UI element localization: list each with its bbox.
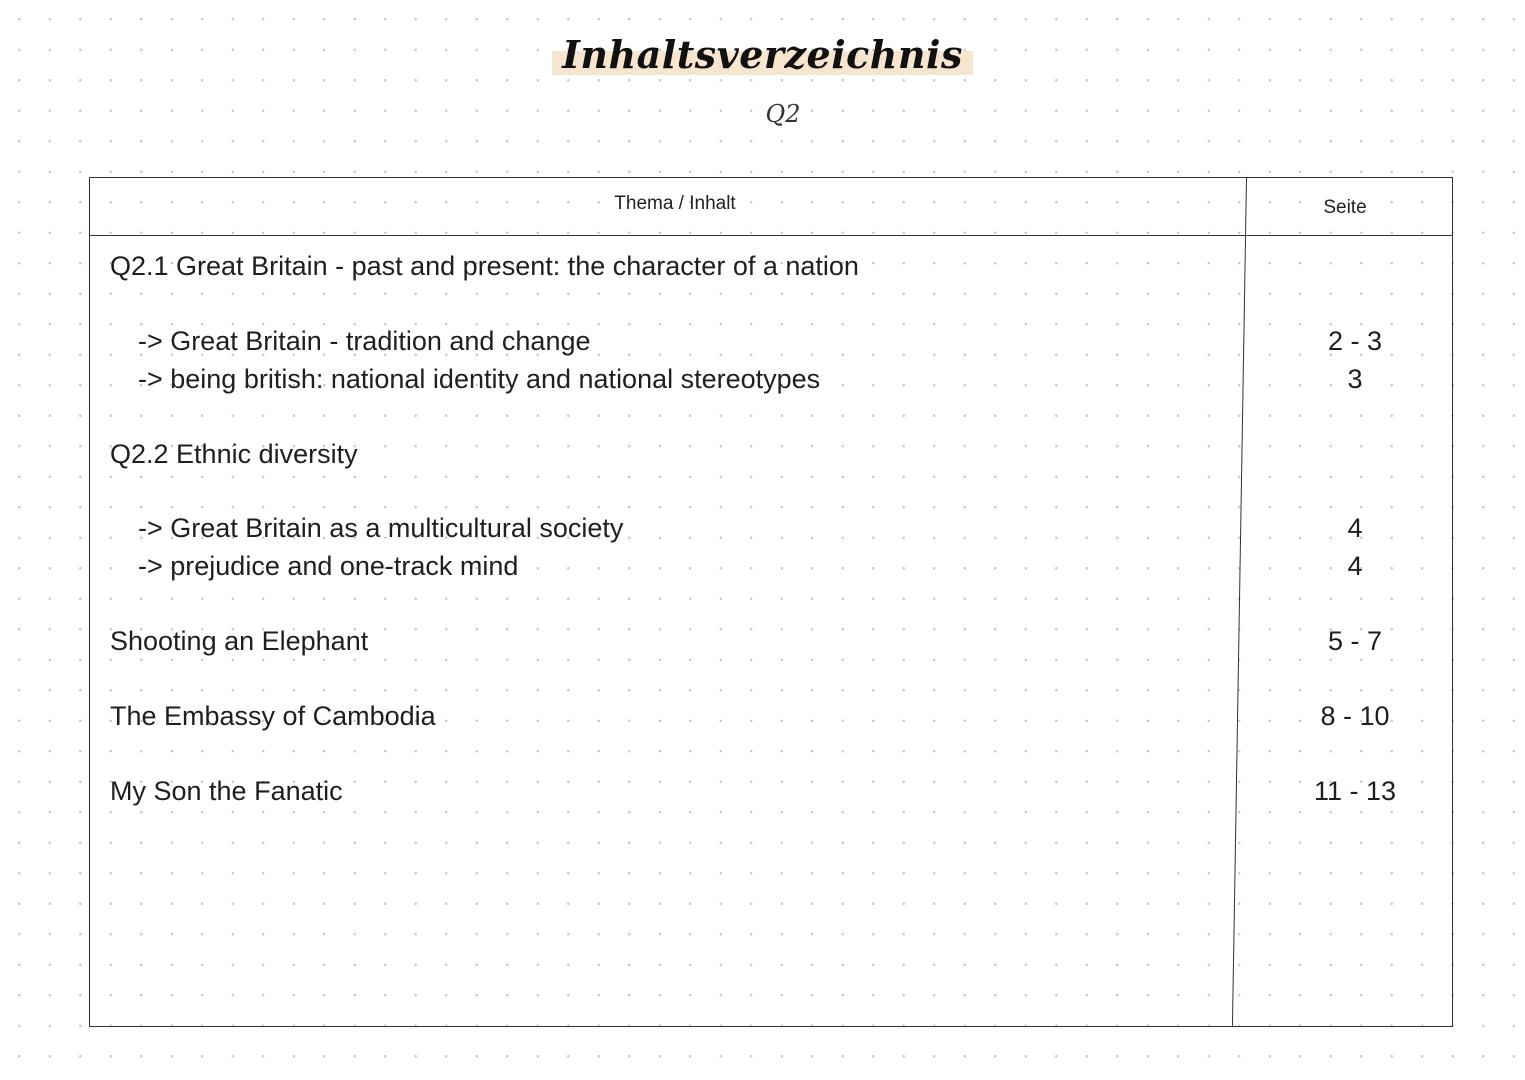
toc-entry-page: 4 (1347, 513, 1363, 543)
toc-entries (90, 178, 1452, 1026)
toc-entry-title: -> Great Britain as a multicultural society (138, 513, 624, 543)
toc-entry-title: Shooting an Elephant (110, 626, 369, 656)
toc-entry-title: -> Great Britain - tradition and change (138, 326, 591, 356)
toc-row (90, 546, 1452, 586)
toc-row (90, 771, 1452, 811)
toc-row (90, 359, 1452, 399)
toc-entry-title: -> being british: national identity and national stereotypes (138, 364, 821, 394)
toc-entry-page: 11 - 13 (1313, 776, 1397, 806)
toc-entry-page: 5 - 7 (1327, 626, 1383, 656)
header-topic: Thema / Inhalt (614, 193, 736, 214)
toc-entry-page: 3 (1347, 364, 1363, 394)
toc-entry-title: Q2.2 Ethnic diversity (110, 439, 358, 469)
toc-entry-title: -> prejudice and one-track mind (138, 551, 519, 581)
page-title: Inhaltsverzeichnis (552, 28, 973, 79)
toc-row (90, 434, 1452, 474)
toc-entry-title: Q2.1 Great Britain - past and present: the character of a nation (110, 251, 859, 281)
toc-row (90, 696, 1452, 736)
toc-entry-title: My Son the Fanatic (110, 776, 343, 806)
toc-row (90, 508, 1452, 548)
header-page: Seite (1323, 197, 1367, 218)
toc-row (90, 321, 1452, 361)
toc-entry-title: The Embassy of Cambodia (110, 701, 436, 731)
toc-entry-page: 2 - 3 (1327, 326, 1383, 356)
toc-row (90, 621, 1452, 661)
toc-entry-page: 8 - 10 (1320, 701, 1390, 731)
page-subtitle: Q2 (765, 100, 801, 128)
toc-entry-page: 4 (1347, 551, 1363, 581)
toc-table (89, 177, 1453, 1027)
toc-row (90, 246, 1452, 286)
title-wrapper (0, 28, 1525, 79)
